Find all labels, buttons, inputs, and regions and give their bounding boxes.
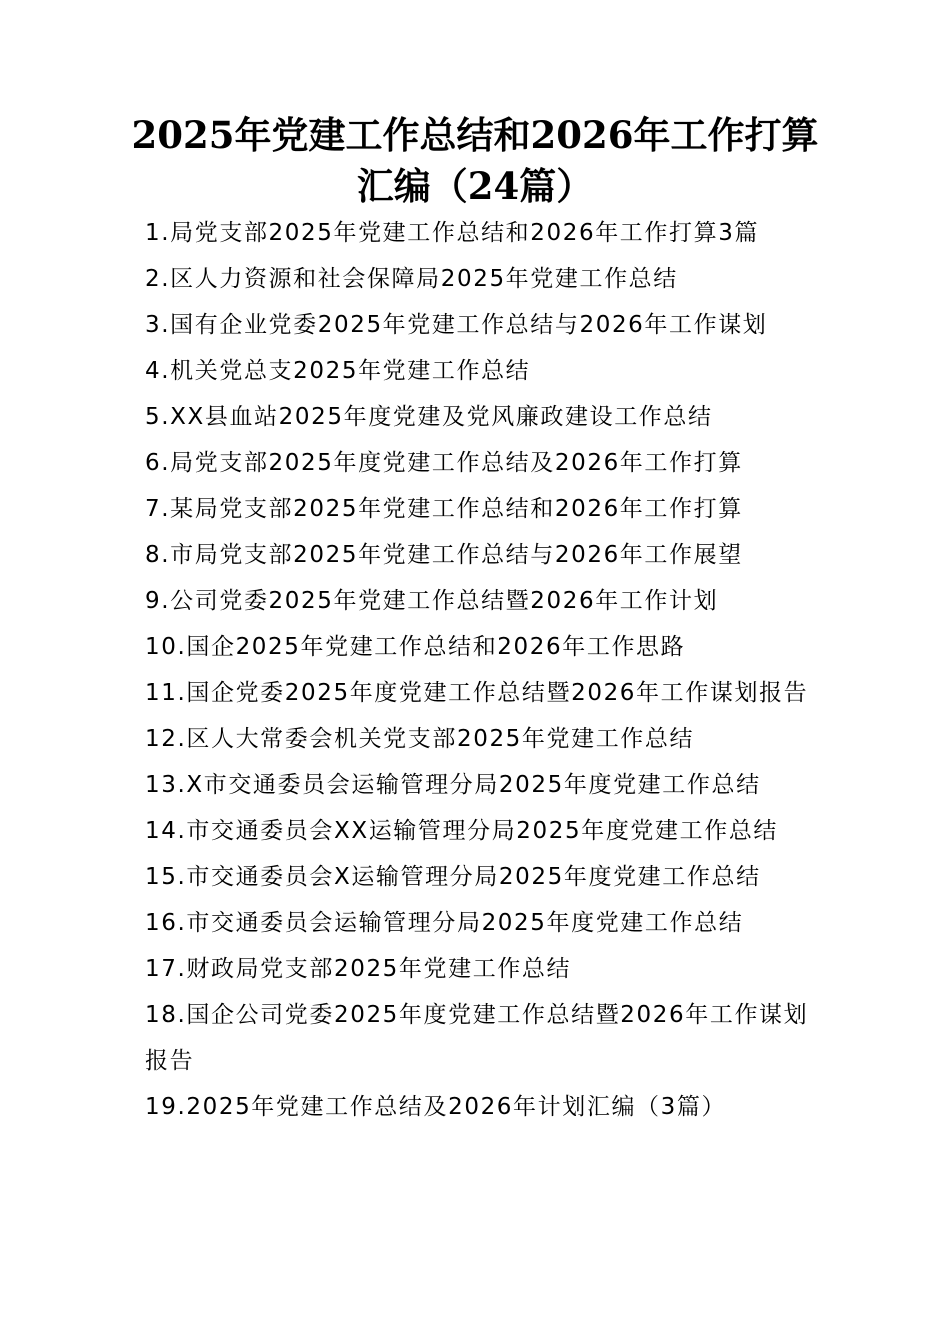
toc-item: 10.国企2025年党建工作总结和2026年工作思路: [145, 634, 686, 660]
toc-item: 9.公司党委2025年党建工作总结暨2026年工作计划: [145, 588, 719, 614]
toc-item: 19.2025年党建工作总结及2026年计划汇编（3篇）: [145, 1094, 727, 1120]
toc-item: 12.区人大常委会机关党支部2025年党建工作总结: [145, 726, 695, 752]
toc-item: 18.国企公司党委2025年度党建工作总结暨2026年工作谋划报告: [145, 1002, 809, 1074]
toc-item: 13.X市交通委员会运输管理分局2025年度党建工作总结: [145, 772, 761, 798]
toc-item: 1.局党支部2025年党建工作总结和2026年工作打算3篇: [145, 220, 760, 246]
toc-item: 3.国有企业党委2025年党建工作总结与2026年工作谋划: [145, 312, 768, 338]
toc-item: 11.国企党委2025年度党建工作总结暨2026年工作谋划报告: [145, 680, 809, 706]
toc-item: 16.市交通委员会运输管理分局2025年度党建工作总结: [145, 910, 744, 936]
toc-item: 8.市局党支部2025年党建工作总结与2026年工作展望: [145, 542, 743, 568]
toc-item: 2.区人力资源和社会保障局2025年党建工作总结: [145, 266, 678, 292]
document-title: 2025年党建工作总结和2026年工作打算汇编（24篇）: [131, 113, 819, 208]
toc-item: 4.机关党总支2025年党建工作总结: [145, 358, 531, 384]
toc-item: 6.局党支部2025年度党建工作总结及2026年工作打算: [145, 450, 743, 476]
toc-item: 5.XX县血站2025年度党建及党风廉政建设工作总结: [145, 404, 713, 430]
table-of-contents: [145, 210, 813, 1130]
toc-item: 17.财政局党支部2025年党建工作总结: [145, 956, 572, 982]
toc-item: 14.市交通委员会XX运输管理分局2025年度党建工作总结: [145, 818, 779, 844]
toc-item: 15.市交通委员会X运输管理分局2025年度党建工作总结: [145, 864, 761, 890]
toc-item: 7.某局党支部2025年党建工作总结和2026年工作打算: [145, 496, 743, 522]
